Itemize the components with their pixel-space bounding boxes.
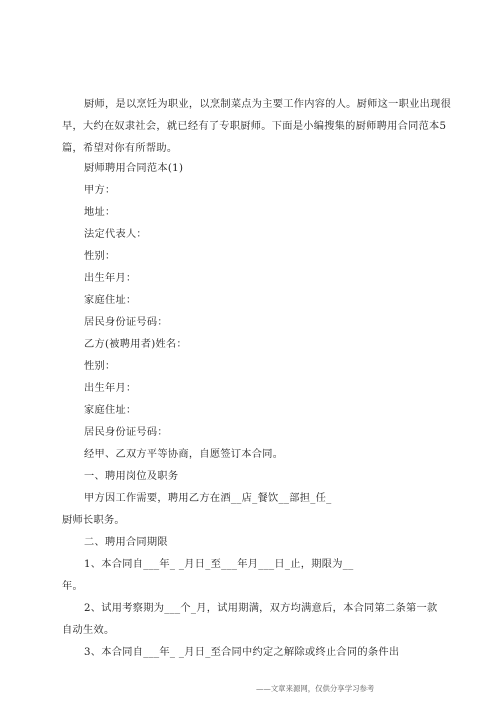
- clause-2-cont: 自动生效。: [62, 625, 115, 636]
- home-address-label-b: 家庭住址：: [84, 405, 137, 416]
- clause-3: 3、本合同自___年_ _月日_至合同中约定之解除或终止合同的条件出: [84, 647, 400, 658]
- clause-2: 2、试用考察期为___个_月，试用期满，双方均满意后，本合同第二条第一款: [84, 603, 438, 614]
- clause-1: 1、本合同自___年_ _月日_至___年月___日_止，期限为__: [84, 559, 354, 570]
- party-a-label: 甲方：: [84, 185, 116, 196]
- section-one-heading: 一、聘用岗位及职务: [84, 471, 179, 482]
- id-number-label-b: 居民身份证号码：: [84, 427, 168, 438]
- id-number-label: 居民身份证号码：: [84, 317, 168, 328]
- address-label: 地址：: [84, 207, 116, 218]
- gender-label: 性别：: [84, 251, 116, 262]
- section-one-text-cont: 厨师长职务。: [62, 515, 125, 526]
- gender-label-b: 性别：: [84, 361, 116, 372]
- birth-label-b: 出生年月：: [84, 383, 137, 394]
- section-one-text: 甲方因工作需要，聘用乙方在酒__店_餐饮__部担_任_: [84, 493, 332, 504]
- birth-label: 出生年月：: [84, 273, 137, 284]
- clause-1-cont: 年。: [62, 581, 83, 592]
- legal-rep-label: 法定代表人：: [84, 229, 147, 240]
- footer-note: ——文章来源网，仅供分享学习参考: [256, 684, 375, 693]
- intro-text: 厨师，是以烹饪为职业，以烹制菜点为主要工作内容的人。厨师这一职业出现很早，大约在奴隶社会，就已经有了专职厨师。下面是小编搜集的厨师聘用合同范本5篇，希望对你有所帮助。: [62, 99, 452, 154]
- contract-title: 厨师聘用合同范本(1): [84, 163, 184, 174]
- agreement-statement: 经甲、乙双方平等协商，自愿签订本合同。: [84, 449, 284, 460]
- home-address-label: 家庭住址：: [84, 295, 137, 306]
- intro-paragraph: [62, 94, 452, 160]
- party-b-name-label: 乙方(被聘用者)姓名：: [84, 339, 187, 350]
- section-two-heading: 二、聘用合同期限: [84, 537, 168, 548]
